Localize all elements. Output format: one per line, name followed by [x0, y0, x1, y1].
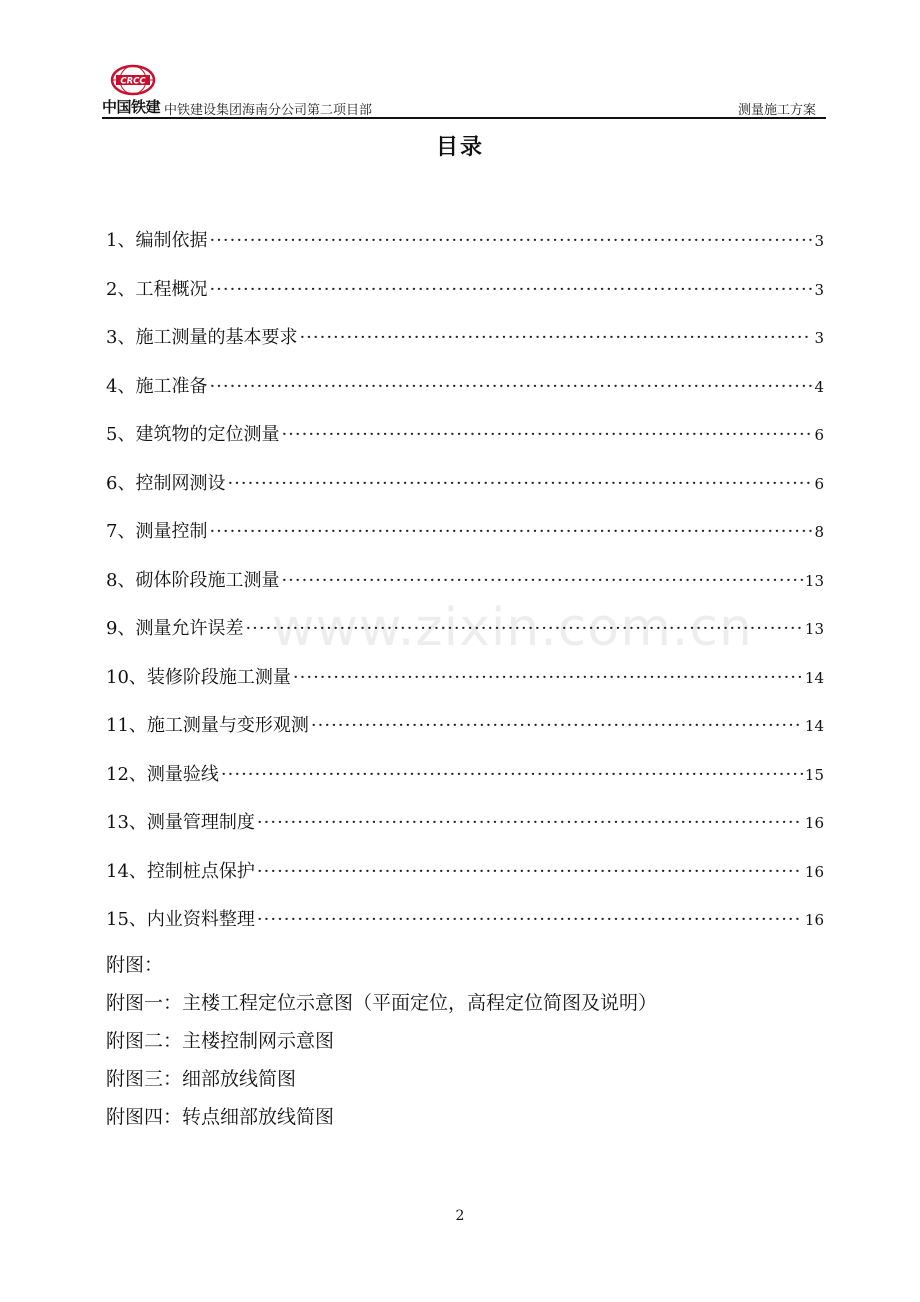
- toc-entry-page: 8: [814, 523, 824, 541]
- toc-entry[interactable]: [106, 372, 824, 421]
- toc-dot-leader: [281, 570, 802, 591]
- appendix-list: [106, 946, 824, 1136]
- toc-entry-label: 15、内业资料整理: [106, 909, 255, 930]
- toc-entry-page: 13: [804, 620, 824, 638]
- toc-entry-page: 15: [804, 765, 824, 784]
- toc-entry-label: 8、砌体阶段施工测量: [106, 569, 280, 591]
- toc-entry-label: 9、测量允许误差: [106, 618, 244, 639]
- appendix-title: 附图：: [106, 954, 164, 976]
- toc-entry-page: 6: [814, 474, 824, 493]
- toc-entry-page: 13: [804, 571, 824, 590]
- toc-entry[interactable]: [106, 275, 824, 324]
- toc-entry-page: 14: [804, 717, 824, 735]
- toc-dot-leader: [209, 521, 812, 542]
- toc-entry-page: 16: [804, 862, 824, 881]
- toc-dot-leader: [257, 812, 803, 833]
- page-title: 目录: [435, 135, 484, 160]
- toc-entry-label: 11、施工测量与变形观测: [106, 715, 309, 736]
- toc-entry-page: 6: [814, 426, 824, 444]
- toc-entry-page: 3: [814, 280, 824, 299]
- toc-dot-leader: [281, 424, 812, 445]
- page-number: 2: [455, 1208, 465, 1224]
- company-logo-text: 中国铁建: [102, 98, 161, 116]
- toc-entry[interactable]: [106, 469, 824, 518]
- toc-entry[interactable]: [106, 808, 824, 857]
- watermark: www.zixin.com.cn: [272, 598, 753, 658]
- toc-entry-label: 12、测量验线: [106, 763, 219, 785]
- toc-dot-leader: [311, 715, 803, 736]
- toc-entry-page: 16: [804, 911, 824, 929]
- appendix-item: 附图四：转点细部放线简图: [106, 1106, 335, 1128]
- logo-badge: CRCC: [120, 76, 146, 87]
- toc-entry[interactable]: [106, 614, 824, 663]
- appendix-item: 附图三：细部放线简图: [106, 1068, 297, 1090]
- toc-entry-page: 3: [814, 232, 824, 250]
- toc-dot-leader: [209, 279, 812, 300]
- appendix-item: 附图二：主楼控制网示意图: [106, 1030, 335, 1052]
- toc-entry-page: 4: [814, 377, 824, 396]
- toc-dot-leader: [245, 618, 802, 639]
- toc-dot-leader: [257, 909, 803, 930]
- toc-entry-page: 16: [804, 814, 824, 832]
- toc-entry-label: 10、装修阶段施工测量: [106, 666, 291, 688]
- toc-entry[interactable]: [106, 566, 824, 615]
- document-title: 测量施工方案: [737, 103, 816, 118]
- toc-entry-label: 3、施工测量的基本要求: [106, 327, 298, 348]
- toc-dot-leader: [293, 667, 803, 688]
- toc-dot-leader: [209, 376, 812, 397]
- crcc-logo-icon: [110, 64, 156, 96]
- toc-entry-label: 14、控制桩点保护: [106, 860, 255, 882]
- toc-entry[interactable]: [106, 420, 824, 469]
- toc-entry-label: 2、工程概况: [106, 278, 208, 300]
- toc-entry[interactable]: [106, 323, 824, 372]
- toc-entry[interactable]: [106, 663, 824, 712]
- toc-dot-leader: [227, 473, 812, 494]
- toc-dot-leader: [299, 327, 812, 348]
- toc-entry-label: 1、编制依据: [106, 230, 208, 251]
- toc-entry-label: 6、控制网测设: [106, 472, 226, 494]
- toc-dot-leader: [257, 861, 803, 882]
- table-of-contents: [106, 226, 824, 954]
- appendix-item: 附图一：主楼工程定位示意图（平面定位，高程定位简图及说明）: [106, 992, 658, 1014]
- toc-entry[interactable]: [106, 857, 824, 906]
- toc-entry-label: 7、测量控制: [106, 521, 208, 542]
- toc-entry[interactable]: [106, 517, 824, 566]
- toc-dot-leader: [221, 764, 803, 785]
- toc-dot-leader: [209, 230, 812, 251]
- toc-entry-page: 14: [804, 668, 824, 687]
- toc-entry-label: 5、建筑物的定位测量: [106, 424, 280, 445]
- toc-entry-label: 13、测量管理制度: [106, 812, 255, 833]
- header-divider: [102, 117, 826, 119]
- toc-entry-page: 3: [814, 329, 824, 347]
- toc-entry[interactable]: [106, 760, 824, 809]
- page-header: [102, 62, 826, 120]
- toc-entry[interactable]: [106, 711, 824, 760]
- organization-name: 中铁建设集团海南分公司第二项目部: [164, 103, 373, 118]
- toc-entry-label: 4、施工准备: [106, 375, 208, 397]
- toc-entry[interactable]: [106, 226, 824, 275]
